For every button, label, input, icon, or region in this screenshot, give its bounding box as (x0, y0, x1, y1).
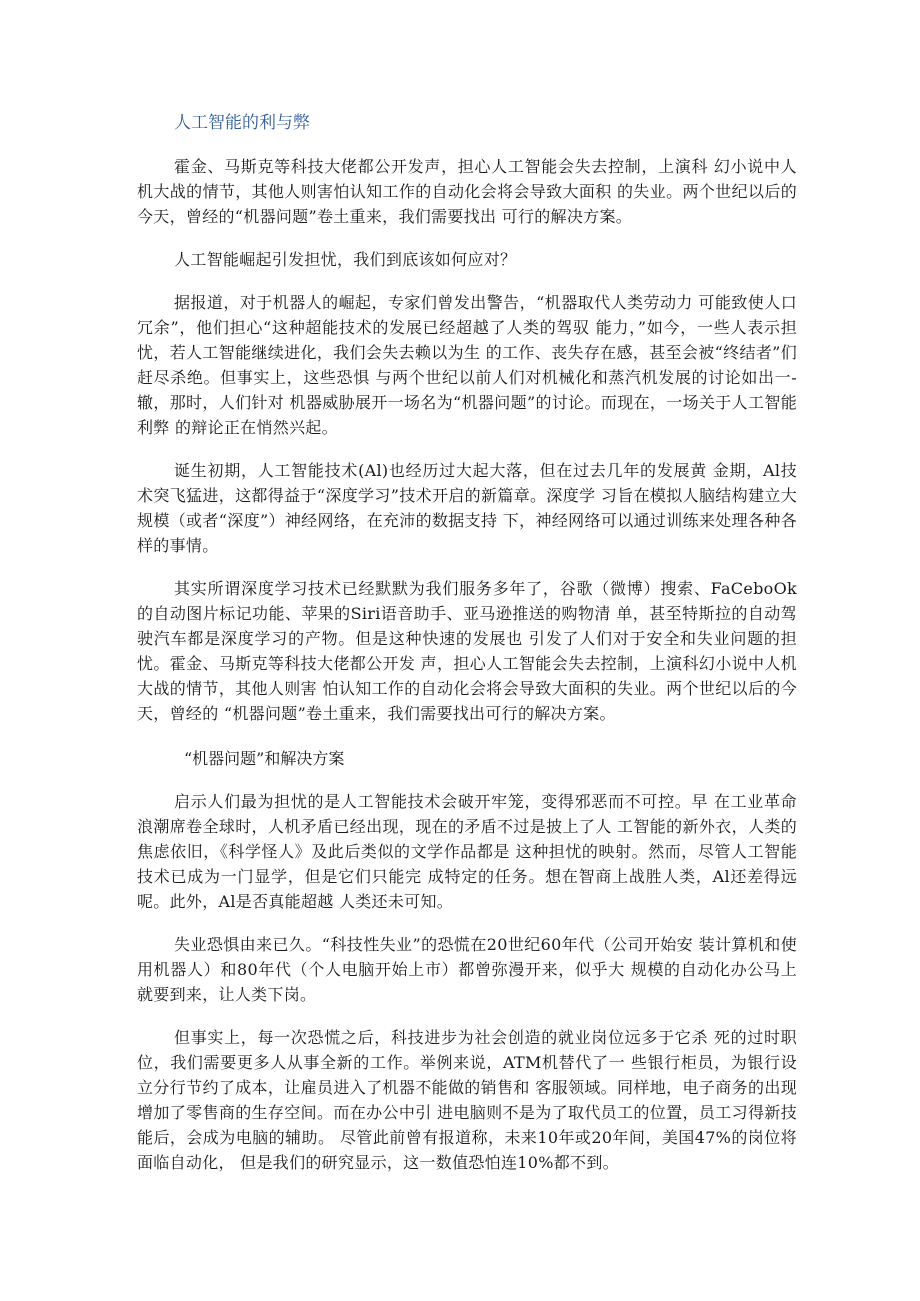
document-title: 人工智能的利与弊 (174, 113, 310, 133)
paragraph-unemployment: 失业恐惧由来已久。“科技性失业”的恐慌在20世纪60年代（公司开始安 装计算机和使用机器人）和80年代（个人电脑开始上市）都曾弥漫开来，似乎大 规模的自动化办公马上就要到来，让人类下岗。 (137, 935, 797, 1004)
paragraph-deep-learning: 诞生初期，人工智能技术(Al)也经历过大起大落，但在过去几年的发展黄 金期，Al技术突飞猛进，这都得益于“深度学习”技术开启的新篇章。深度学 习旨在模拟人脑结构建立大规模（或者“深度”）神经网络，在充沛的数据支持 下，神经网络可以通过训练来处理各种各样的事情。 (137, 461, 797, 555)
paragraph-question: 人工智能崛起引发担忧，我们到底该如何应对？ (174, 250, 517, 269)
section-heading: “机器问题”和解决方案 (184, 749, 345, 768)
paragraph-applications: 其实所谓深度学习技术已经默默为我们服务多年了，谷歌（微博）搜索、FaCeboOk的自动图片标记功能、苹果的Siri语音助手、亚马逊推送的购物清 单，甚至特斯拉的自动驾驶汽车都是深度学习的产物。但是这种快速的发展也 引发了人们对于安全和失业问题的担忧。霍金、马斯克等科技大佬都公开发 声，担心人工智能会失去控制，上演科幻小说中人机大战的情节，其他人则害 怕认知工作的自动化会将会导致大面积的失业。两个世纪以后的今天，曾经的 “机器问题”卷土重来，我们需要找出可行的解决方案。 (137, 579, 797, 723)
paragraph-report: 据报道，对于机器人的崛起，专家们曾发出警告，“机器取代人类劳动力 可能致使人口冗余”，他们担心“这种超能技术的发展已经超越了人类的驾驭 能力，”如今，一些人表示担忧，若人工智能继续进化，我们会失去赖以为生 的工作、丧失存在感，甚至会被“终结者”们赶尽杀绝。但事实上，这些恐惧 与两个世纪以前人们对机械化和蒸汽机发展的讨论如出一-辙，那时，人们针对 机器威胁展开一场名为“机器问题”的讨论。而现在，一场关于人工智能利弊 的辩论正在悄然兴起。 (137, 293, 797, 437)
paragraph-reality: 但事实上，每一次恐慌之后，科技进步为社会创造的就业岗位远多于它杀 死的过时职位，我们需要更多人从事全新的工作。举例来说，ATM机替代了一 些银行柜员，为银行设立分行节约了成本，让雇员进入了机器不能做的销售和 客服领域。同样地，电子商务的出现增加了零售商的生存空间。而在办公中引 进电脑则不是为了取代员工的位置，员工习得新技能后，会成为电脑的辅助。 尽管此前曾有报道称，未来10年或20年间，美国47%的岗位将面临自动化， 但是我们的研究显示，这一数值恐怕连10%都不到。 (137, 1028, 797, 1172)
paragraph-worries: 启示人们最为担忧的是人工智能技术会破开牢笼，变得邪恶而不可控。早 在工业革命浪潮席卷全球时，人机矛盾已经出现，现在的矛盾不过是披上了人 工智能的新外衣，人类的焦虑依旧，《科学怪人》及此后类似的文学作品都是 这种担忧的映射。然而，尽管人工智能技术已成为一门显学，但是它们只能完 成特定的任务。想在智商上战胜人类，Al还差得远呢。此外，Al是否真能超越 人类还未可知。 (137, 792, 797, 911)
paragraph-intro: 霍金、马斯克等科技大佬都公开发声，担心人工智能会失去控制，上演科 幻小说中人机大战的情节，其他人则害怕认知工作的自动化会将会导致大面积 的失业。两个世纪以后的今天，曾经的“机器问题”卷土重来，我们需要找出 可行的解决方案。 (137, 157, 797, 226)
document-page (137, 100, 797, 1175)
